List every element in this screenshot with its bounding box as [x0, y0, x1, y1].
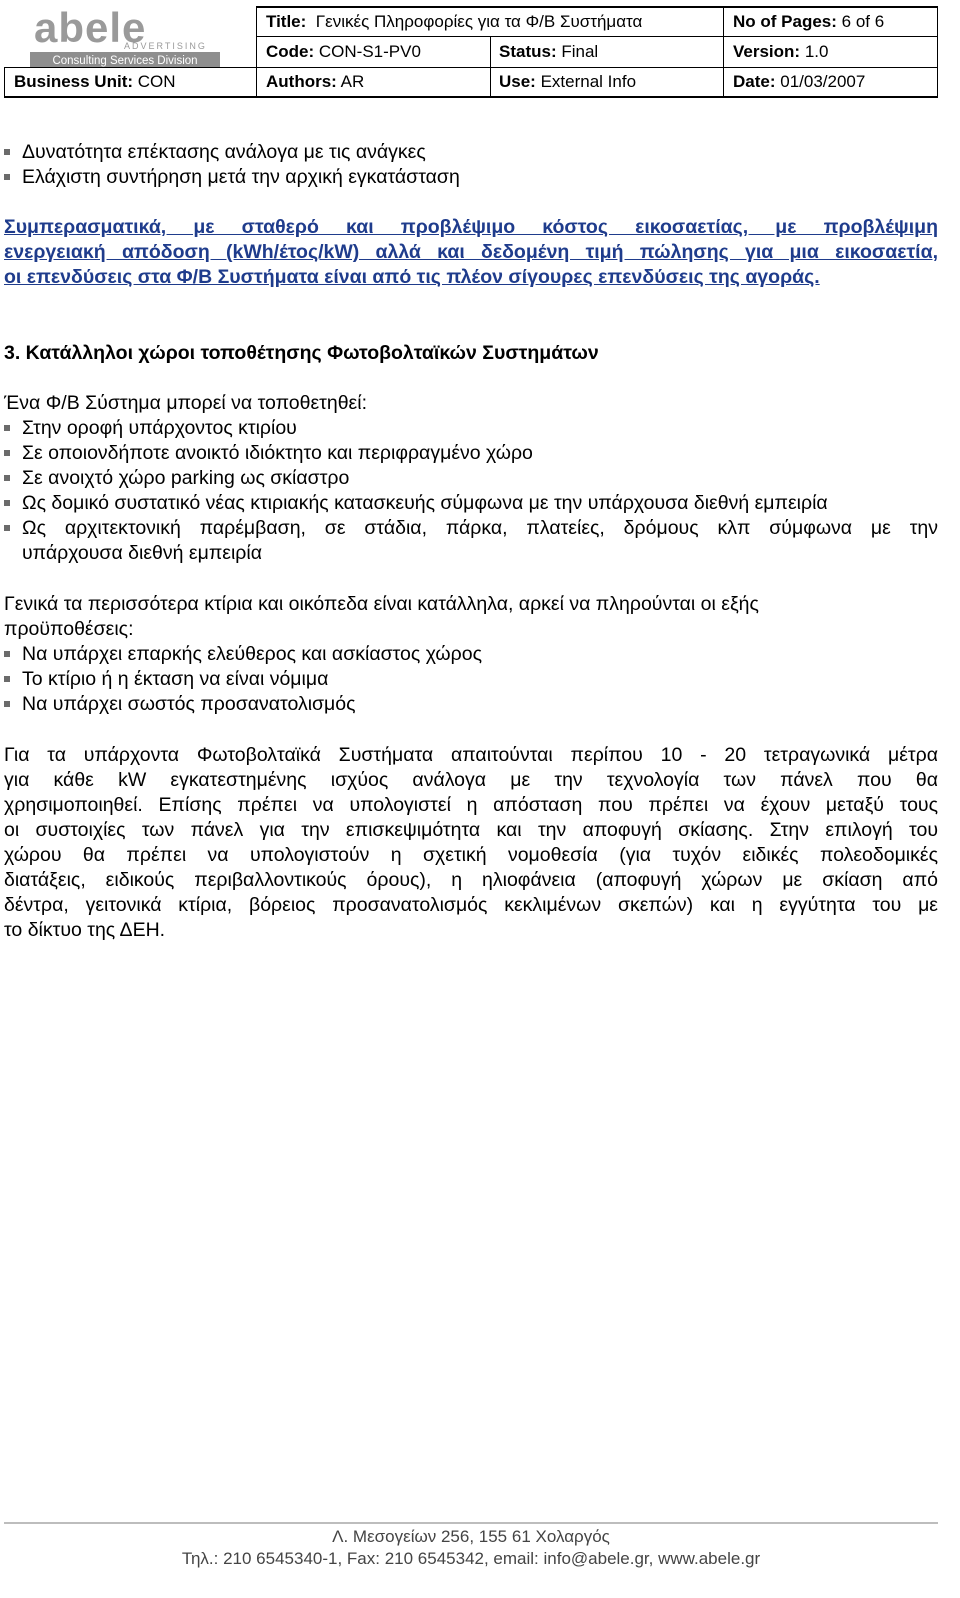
header-vrule-right: [937, 6, 938, 98]
pages-label: No of Pages:: [733, 12, 837, 31]
bullet-marker: [4, 525, 10, 531]
list-item: Να υπάρχει επαρκής ελεύθερος και ασκίαστος χώρος: [22, 643, 482, 665]
header-vrule-left: [4, 67, 5, 98]
logo-sub: ADVERTISING: [124, 41, 207, 51]
header-rule-top: [256, 6, 938, 8]
header-title: [266, 10, 642, 34]
authors-value: AR: [340, 72, 365, 91]
use-value: External Info: [540, 72, 637, 91]
footer-contact: Τηλ.: 210 6545340-1, Fax: 210 6545342, email: info@abele.gr, www.abele.gr: [181, 1549, 761, 1568]
logo-division: Consulting Services Division: [52, 55, 198, 67]
bullet-marker: [4, 174, 10, 180]
header-rule-bottom: [4, 96, 938, 98]
header-pages: [733, 10, 884, 34]
header-use: [499, 70, 636, 94]
status-label: Status:: [499, 42, 557, 61]
title-value: Γενικές Πληροφορίες για τα Φ/Β Συστήματα: [315, 12, 643, 31]
list-item: Στην οροφή υπάρχοντος κτιρίου: [22, 417, 297, 439]
section-heading: 3. Κατάλληλοι χώροι τοποθέτησης Φωτοβολταϊκών Συστημάτων: [4, 342, 599, 364]
abele-logo-graphic: [4, 6, 258, 76]
header-vrule-a: [256, 6, 257, 98]
status-value: Final: [561, 42, 599, 61]
title-label: Title:: [266, 12, 307, 31]
use-label: Use:: [499, 72, 536, 91]
header-code: [266, 40, 421, 64]
list-item: Το κτίριο ή η έκταση να είναι νόμιμα: [22, 668, 329, 690]
bullet-marker: [4, 500, 10, 506]
paragraph-line: χρησιμοποιηθεί. Επίσης πρέπει να υπολογιστεί η απόσταση που πρέπει να έχουν μεταξύ τους: [4, 794, 938, 816]
header-rule-2: [4, 67, 938, 68]
header-vrule-b: [490, 36, 491, 98]
paragraph-line: χώρου θα πρέπει να υπολογιστούν η σχετική νομοθεσία (για τυχόν ειδικές πολεοδομικές: [4, 844, 938, 866]
paragraph-line: δέντρα, γειτονικά κτίρια, βόρειος προσανατολισμός κεκλιμένων σκεπών) και η εγγύτητα του με: [4, 894, 938, 916]
header-status: [499, 40, 598, 64]
footer-rule: [4, 1522, 938, 1524]
list-item-continuation: υπάρχουσα διεθνή εμπειρία: [22, 542, 262, 564]
code-value: CON-S1-PV0: [318, 42, 421, 61]
conclusion-line: Συμπερασματικά, με σταθερό και προβλέψιμο κόστος εικοσαετίας, με προβλέψιμη: [4, 216, 938, 238]
logo-word: abele: [34, 6, 147, 51]
list-item: Ως δομικό συστατικό νέας κτιριακής κατασκευής σύμφωνα με την υπάρχουσα διεθνή εμπειρία: [22, 492, 828, 514]
paragraph-line: για κάθε kW εγκατεστημένης ισχύος ανάλογα με την τεχνολογία των πάνελ που θα: [4, 769, 938, 791]
paragraph-line: οι συστοιχίες των πάνελ για την επισκεψιμότητα και την αποφυγή σκίασης. Στην επιλογή του: [4, 819, 938, 841]
abele-logo: [4, 6, 258, 76]
authors-label: Authors:: [266, 72, 337, 91]
version-label: Version:: [733, 42, 801, 61]
list-item: Δυνατότητα επέκτασης ανάλογα με τις ανάγκες: [22, 141, 426, 163]
conclusion-line: ενεργειακή απόδοση (kWh/έτος/kW) αλλά και δεδομένη τιμή πώλησης για μια εικοσαετία,: [4, 241, 938, 263]
paragraph-line: το δίκτυο της ΔΕΗ.: [4, 919, 166, 941]
bullet-marker: [4, 651, 10, 657]
paragraph-line: προϋποθέσεις:: [4, 618, 134, 640]
conclusion-line: οι επενδύσεις στα Φ/Β Συστήματα είναι από τις πλέον σίγουρες επενδύσεις της αγοράς.: [4, 266, 820, 288]
version-value: 1.0: [804, 42, 829, 61]
list-item: Να υπάρχει σωστός προσανατολισμός: [22, 693, 356, 715]
footer-address: Λ. Μεσογείων 256, 155 61 Χολαργός: [332, 1527, 610, 1546]
paragraph-line: Γενικά τα περισσότερα κτίρια και οικόπεδα είναι κατάλληλα, αρκεί να πληρούνται οι εξής: [4, 593, 759, 615]
intro-text: Ένα Φ/Β Σύστημα μπορεί να τοποθετηθεί:: [4, 392, 367, 414]
bu-value: CON: [137, 72, 176, 91]
list-item: Σε οποιονδήποτε ανοικτό ιδιόκτητο και περιφραγμένο χώρο: [22, 442, 533, 464]
bullet-marker: [4, 149, 10, 155]
header-version: [733, 40, 828, 64]
document-header: [4, 6, 938, 97]
bullet-marker: [4, 475, 10, 481]
code-label: Code:: [266, 42, 315, 61]
date-label: Date:: [733, 72, 776, 91]
list-item: Ελάχιστη συντήρηση μετά την αρχική εγκατάσταση: [22, 166, 460, 188]
paragraph-line: Για τα υπάρχοντα Φωτοβολταϊκά Συστήματα απαιτούνται περίπου 10 - 20 τετραγωνικά μέτρα: [4, 744, 938, 766]
header-authors: [266, 70, 364, 94]
header-vrule-c: [723, 6, 724, 98]
header-date: [733, 70, 865, 94]
list-item: Σε ανοιχτό χώρο parking ως σκίαστρο: [22, 467, 350, 489]
pages-value: 6 of 6: [841, 12, 885, 31]
bullet-marker: [4, 676, 10, 682]
bullet-marker: [4, 425, 10, 431]
list-item: Ως αρχιτεκτονική παρέμβαση, σε στάδια, πάρκα, πλατείες, δρόμους κλπ σύμφωνα με την: [22, 517, 938, 539]
header-business-unit: [14, 70, 176, 94]
header-rule-1: [256, 36, 938, 37]
bullet-marker: [4, 450, 10, 456]
bu-label: Business Unit:: [14, 72, 134, 91]
date-value: 01/03/2007: [780, 72, 866, 91]
bullet-marker: [4, 701, 10, 707]
paragraph-line: διατάξεις, ειδικούς περιβαλλοντικούς όρους), η ηλιοφάνεια (αποφυγή χώρων με σκίαση από: [4, 869, 938, 891]
